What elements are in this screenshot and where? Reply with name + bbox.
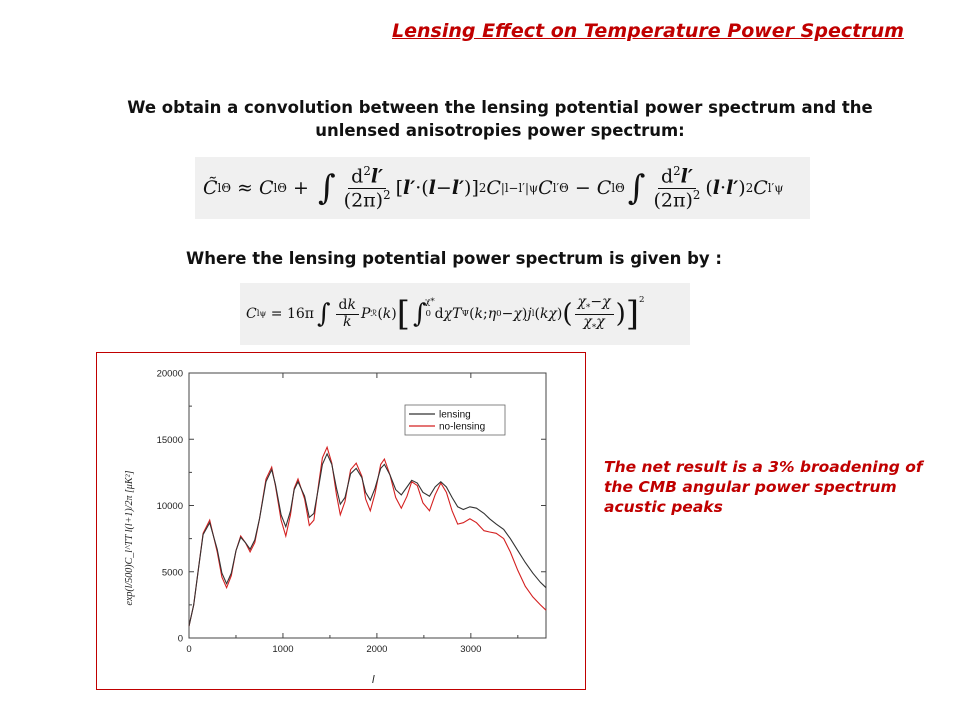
y-tick-label: 10000	[156, 501, 183, 512]
convolution-equation: C̃ l Θ ≈ C l Θ + ∫ $\frac{d^2l'}{(2\pi)^2}$ [ l′ ·( l − l′ )] 2 C |l−l′| ψ C l′ Θ − C l Θ ∫ $\frac{d^2l'}{(2\pi)^2}$ ( l · l′ ) 2 C l′ ψ	[195, 157, 810, 219]
x-axis-label: l	[372, 674, 375, 686]
y-tick-label: 5000	[161, 567, 183, 579]
intro-text: We obtain a convolution between the lensing potential power spectrum and the unlensed anisotropies power spectrum:	[127, 98, 873, 140]
y-tick-label: 15000	[156, 434, 183, 446]
slide-title: Lensing Effect on Temperature Power Spectrum	[392, 20, 904, 42]
legend-label-lensing: lensing	[439, 409, 471, 421]
x-tick-label: 1000	[272, 644, 294, 655]
series-line-no-lensing	[189, 447, 546, 626]
x-tick-label: 0	[186, 644, 192, 655]
y-tick-label: 20000	[156, 368, 183, 380]
power-spectrum-chart	[97, 353, 585, 689]
where-text: Where the lensing potential power spectrum is given by :	[186, 249, 723, 268]
legend-label-no-lensing: no-lensing	[439, 421, 486, 433]
power-spectrum-plot-frame	[96, 352, 586, 690]
y-axis-label: exp(l/500)C_l^TT l(l+1)/2π [μK²]	[124, 470, 135, 606]
lensing-potential-equation: C l ψ = 16π ∫ $\frac{dk}{k}$ P ℛ ( k ) [ ∫ 0 $^{\chi*}$ d χT Ψ ( k ; η 0 − χ ) j l ( kχ ) ( $\frac{\chi_*-\chi}{\chi_*\chi}$ ) ] $^2$	[240, 283, 690, 345]
y-tick-label: 0	[177, 633, 183, 645]
series-line-lensing	[189, 454, 546, 626]
x-tick-label: 2000	[366, 644, 388, 655]
result-note: The net result is a 3% broadening of the CMB angular power spectrum acustic peaks	[604, 458, 923, 516]
x-tick-label: 3000	[460, 644, 482, 655]
